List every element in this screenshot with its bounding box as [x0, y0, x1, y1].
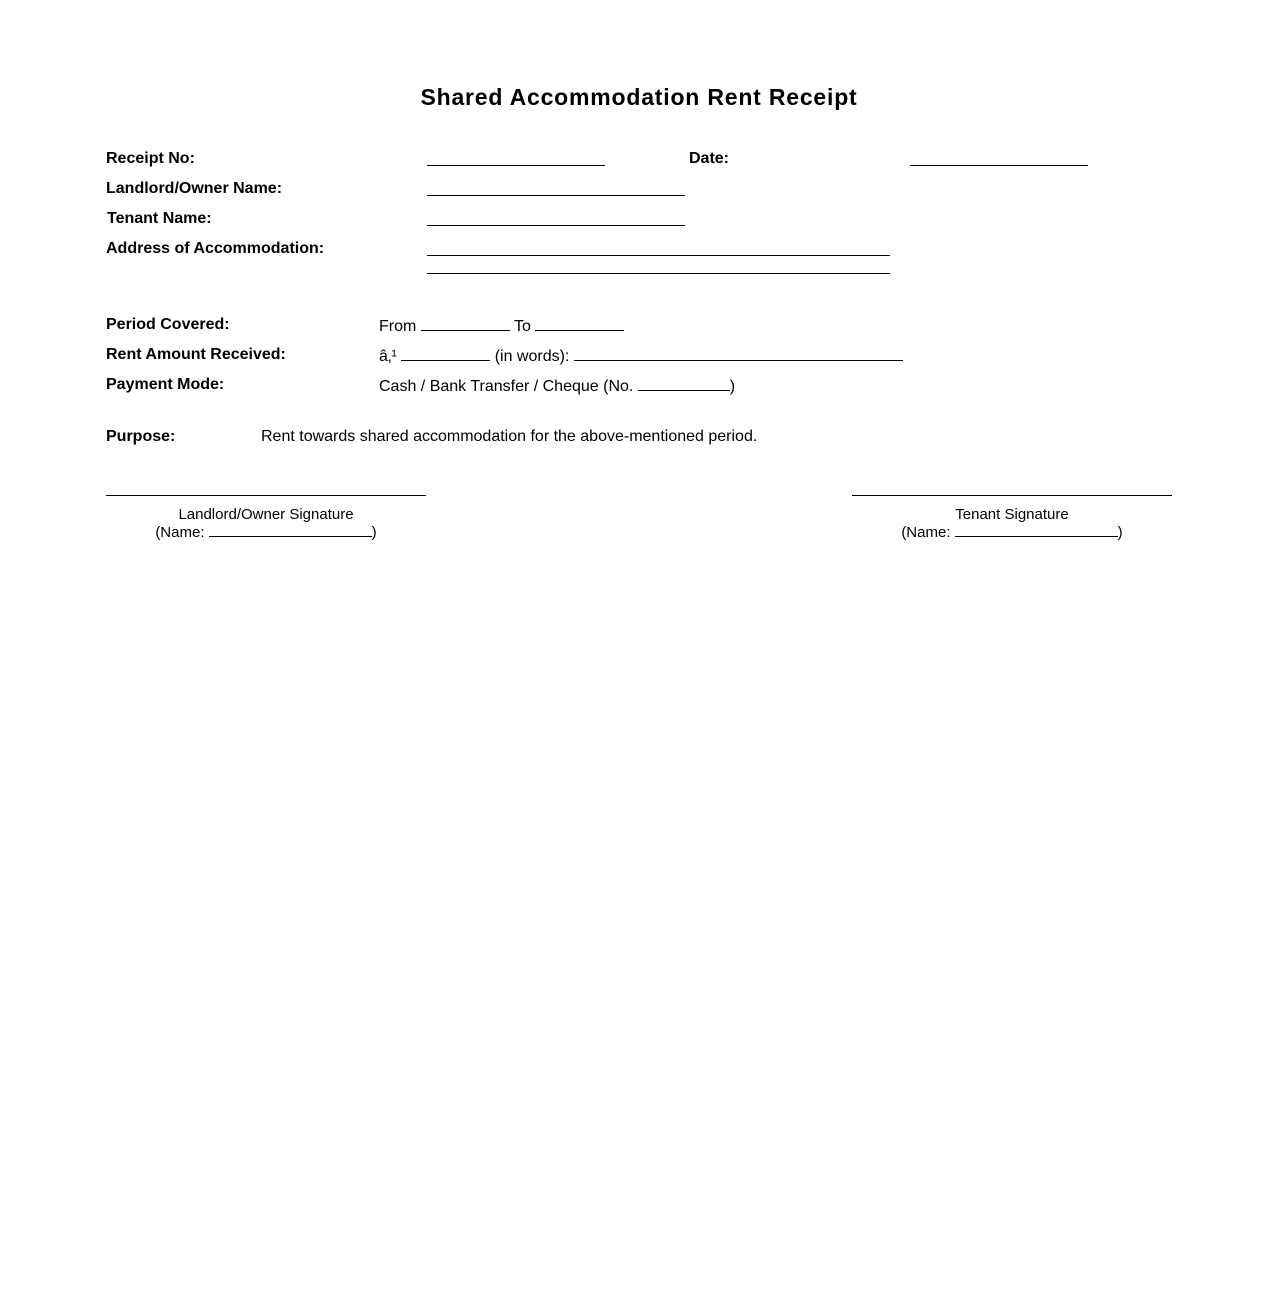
name-suffix: ): [1117, 524, 1123, 541]
tenant-name-field[interactable]: [427, 225, 685, 226]
landlord-name-label: Landlord/Owner Name:: [106, 180, 283, 197]
name-prefix: (Name:: [901, 524, 951, 541]
date-field[interactable]: [910, 165, 1088, 166]
name-suffix: ): [371, 524, 377, 541]
in-words-label: (in words):: [494, 348, 570, 365]
payment-close: ): [729, 378, 736, 395]
payment-mode-label: Payment Mode:: [106, 376, 225, 393]
from-label: From: [379, 318, 417, 335]
payment-mode-value: [379, 376, 735, 396]
tenant-name-label: Tenant Name:: [107, 210, 212, 227]
cheque-number-field[interactable]: [638, 376, 730, 391]
address-field-line-1[interactable]: [427, 255, 890, 256]
period-covered-label: Period Covered:: [106, 316, 230, 333]
landlord-signature-line[interactable]: [106, 495, 426, 496]
tenant-signature-name: [852, 523, 1172, 541]
address-label: Address of Accommodation:: [106, 240, 325, 257]
receipt-no-field[interactable]: [427, 165, 605, 166]
address-field-line-2[interactable]: [427, 273, 890, 274]
tenant-signature-title: Tenant Signature: [955, 506, 1069, 523]
landlord-printed-name-field[interactable]: [209, 523, 372, 537]
from-date-field[interactable]: [421, 316, 510, 331]
to-label: To: [513, 318, 531, 335]
landlord-name-field[interactable]: [427, 195, 685, 196]
payment-options: Cash / Bank Transfer / Cheque (No.: [379, 378, 634, 395]
rent-amount-label: Rent Amount Received:: [106, 346, 286, 363]
rent-amount-field[interactable]: [401, 346, 490, 361]
date-label: Date:: [689, 150, 730, 167]
page-title: Shared Accommodation Rent Receipt: [420, 84, 858, 110]
landlord-signature-title: Landlord/Owner Signature: [178, 506, 354, 523]
purpose-text: Rent towards shared accommodation for the above-mentioned period.: [261, 428, 758, 445]
receipt-no-label: Receipt No:: [106, 150, 195, 167]
tenant-signature-line[interactable]: [852, 495, 1172, 496]
rent-in-words-field[interactable]: [574, 346, 903, 361]
name-prefix: (Name:: [155, 524, 205, 541]
period-covered-value: [379, 316, 624, 336]
purpose-label: Purpose:: [106, 428, 176, 445]
rent-amount-value: [379, 346, 903, 366]
tenant-printed-name-field[interactable]: [955, 523, 1118, 537]
landlord-signature-name: [106, 523, 426, 541]
to-date-field[interactable]: [535, 316, 624, 331]
currency-symbol: â‚¹: [379, 348, 397, 365]
